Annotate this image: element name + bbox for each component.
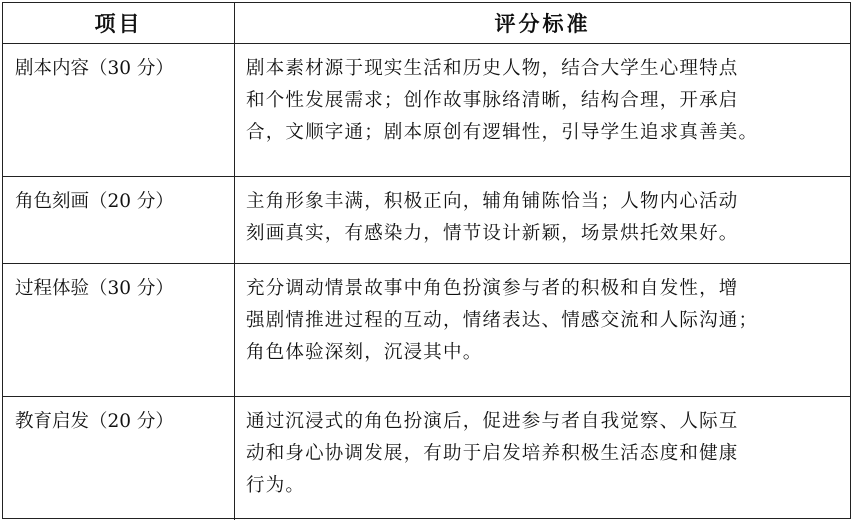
table-row xyxy=(3,43,850,176)
criteria-line: 通过沉浸式的角色扮演后，促进参与者自我觉察、人际互 xyxy=(246,411,739,432)
header-item: 项目 xyxy=(3,3,235,43)
criteria-line: 角色体验深刻，沉浸其中。 xyxy=(246,342,483,363)
criteria-line: 强剧情推进过程的互动，情绪表达、情感交流和人际沟通； xyxy=(246,310,759,331)
criteria-cell xyxy=(235,44,850,176)
item-label: 角色刻画（20 分） xyxy=(15,191,174,212)
criteria-line: 剧本素材源于现实生活和历史人物，结合大学生心理特点 xyxy=(246,58,739,79)
item-cell xyxy=(3,264,235,396)
criteria-line: 充分调动情景故事中角色扮演参与者的积极和自发性，增 xyxy=(246,278,739,299)
criteria-cell xyxy=(235,177,850,263)
criteria-text xyxy=(235,177,850,250)
criteria-text xyxy=(235,264,850,369)
table-header-row xyxy=(3,3,850,43)
item-cell xyxy=(3,44,235,176)
criteria-line: 和个性发展需求；创作故事脉络清晰，结构合理，开承启 xyxy=(246,90,739,111)
header-criteria: 评分标准 xyxy=(494,11,591,36)
criteria-line: 动和身心协调发展，有助于启发培养积极生活态度和健康 xyxy=(246,443,739,464)
scoring-table xyxy=(2,2,851,519)
criteria-cell xyxy=(235,264,850,396)
table-row xyxy=(3,263,850,396)
item-cell xyxy=(3,177,235,263)
criteria-line: 刻画真实，有感染力，情节设计新颖，场景烘托效果好。 xyxy=(246,223,739,244)
table-row xyxy=(3,176,850,263)
item-label: 过程体验（30 分） xyxy=(15,278,174,299)
item-label: 剧本内容（30 分） xyxy=(15,58,174,79)
table-row xyxy=(3,396,850,520)
criteria-line: 合，文顺字通；剧本原创有逻辑性，引导学生追求真善美。 xyxy=(246,122,759,143)
item-label: 教育启发（20 分） xyxy=(15,411,174,432)
criteria-text xyxy=(235,397,850,502)
criteria-line: 行为。 xyxy=(246,475,306,496)
criteria-cell xyxy=(235,397,850,520)
item-cell xyxy=(3,397,235,520)
criteria-text xyxy=(235,44,850,149)
criteria-line: 主角形象丰满，积极正向，辅角铺陈恰当；人物内心活动 xyxy=(246,191,739,212)
